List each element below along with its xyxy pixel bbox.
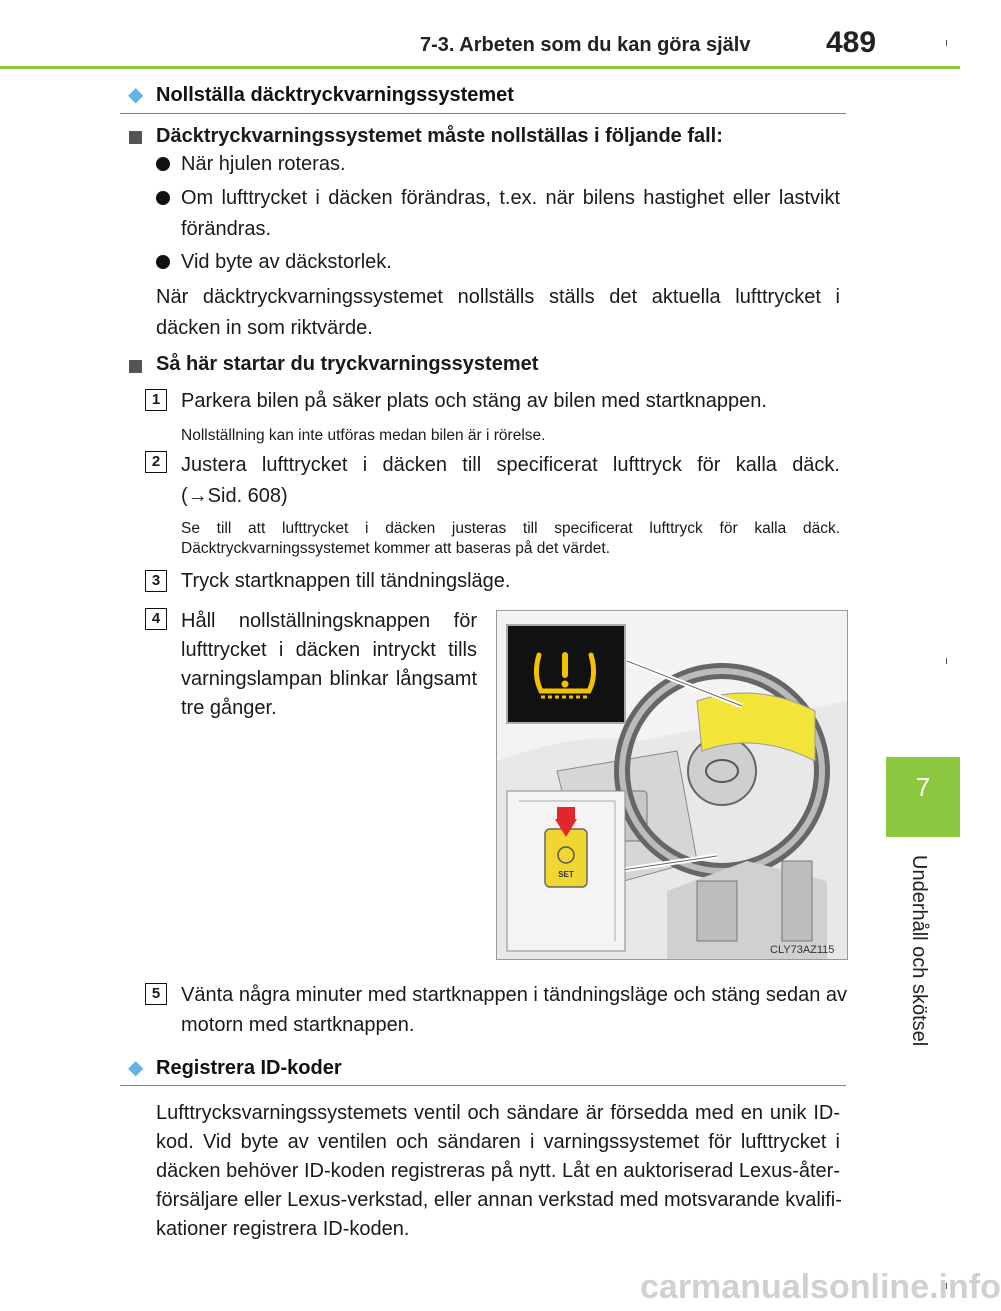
step-text: Parkera bilen på säker plats och stäng av bilen med startknappen.: [181, 390, 767, 412]
square-bullet-icon: [129, 360, 142, 378]
paragraph-line: däcken in som riktvärde.: [156, 317, 373, 339]
paragraph-line: kationer registrera ID-koden.: [156, 1218, 410, 1240]
illustration-credit: CLY73AZ115: [770, 944, 835, 956]
chapter-label: Underhåll och skötsel: [908, 855, 930, 1047]
paragraph-line: däcken behöver ID-koden registreras på nytt. Låt en auktoriserad Lexus-åter-: [156, 1160, 840, 1182]
section-rule: [120, 113, 846, 114]
step-text: Håll nollställningsknappen för: [181, 610, 477, 632]
step-number-badge: 2: [145, 451, 167, 473]
bullet-item-continued: förändras.: [181, 218, 272, 240]
section-title: Registrera ID-koder: [156, 1057, 342, 1079]
step-number-badge: 1: [145, 389, 167, 411]
bullet-icon: [156, 191, 170, 205]
bullet-item: Vid byte av däckstorlek.: [181, 251, 392, 273]
set-button-label: SET: [558, 870, 574, 879]
square-bullet-icon: [129, 131, 142, 149]
step-text: Tryck startknappen till tändningsläge.: [181, 570, 511, 592]
watermark: carmanualsonline.info: [640, 1268, 1001, 1306]
step-text: Justera lufttrycket i däcken till specificerat lufttryck för kalla däck.: [181, 454, 840, 476]
crop-mark: [946, 658, 947, 664]
step-note: Nollställning kan inte utföras medan bilen är i rörelse.: [181, 427, 546, 444]
paragraph-line: När däcktryckvarningssystemet nollställs ställs det aktuella lufttrycket i: [156, 286, 840, 308]
step-number-badge: 5: [145, 983, 167, 1005]
paragraph-line: kod. Vid byte av ventilen och sändaren i varningssystemet för lufttrycket i: [156, 1131, 840, 1153]
paragraph-line: försäljare eller Lexus-verkstad, eller annan verkstad med motsvarande kvalifi-: [156, 1189, 842, 1211]
paragraph-line: Lufttrycksvarningssystemets ventil och sändare är försedda med en unik ID-: [156, 1102, 840, 1124]
step-text: varningslampan blinkar långsamt: [181, 668, 477, 690]
section-rule: [120, 1085, 846, 1086]
running-header-section: 7-3. Arbeten som du kan göra själv: [420, 34, 751, 56]
dashboard-illustration: [496, 610, 848, 960]
bullet-item: Om lufttrycket i däcken förändras, t.ex. när bilens hastighet eller lastvikt: [181, 187, 840, 209]
step-text: Vänta några minuter med startknappen i tändningsläge och stäng sedan av: [181, 984, 847, 1006]
subsection-title: Så här startar du tryckvarningssystemet: [156, 353, 539, 375]
step-number-badge: 3: [145, 570, 167, 592]
page-number: 489: [826, 26, 877, 59]
section-title: Nollställa däcktryckvarningssystemet: [156, 84, 514, 106]
bullet-icon: [156, 157, 170, 171]
bullet-item: När hjulen roteras.: [181, 153, 346, 175]
step-text-continued: motorn med startknappen.: [181, 1014, 415, 1036]
dashboard-drawing: [497, 611, 847, 959]
bullet-icon: [156, 255, 170, 269]
step-text: tre gånger.: [181, 697, 277, 719]
subsection-title: Däcktryckvarningssystemet måste nollställas i följande fall:: [156, 125, 723, 147]
header-rule: [0, 66, 960, 69]
step-number-badge: 4: [145, 608, 167, 630]
diamond-bullet-icon: ◆: [128, 1057, 144, 1079]
step-text: lufttrycket i däcken intryckt tills: [181, 639, 477, 661]
step-text-continued: (→Sid. 608): [181, 485, 288, 507]
diamond-bullet-icon: ◆: [128, 84, 144, 106]
step-note-continued: Däcktryckvarningssystemet kommer att baseras på det värdet.: [181, 540, 610, 557]
crop-mark: [946, 40, 947, 46]
step-note: Se till att lufttrycket i däcken justeras till specificerat lufttryck för kalla däck.: [181, 520, 840, 537]
chapter-number: 7: [915, 772, 931, 802]
